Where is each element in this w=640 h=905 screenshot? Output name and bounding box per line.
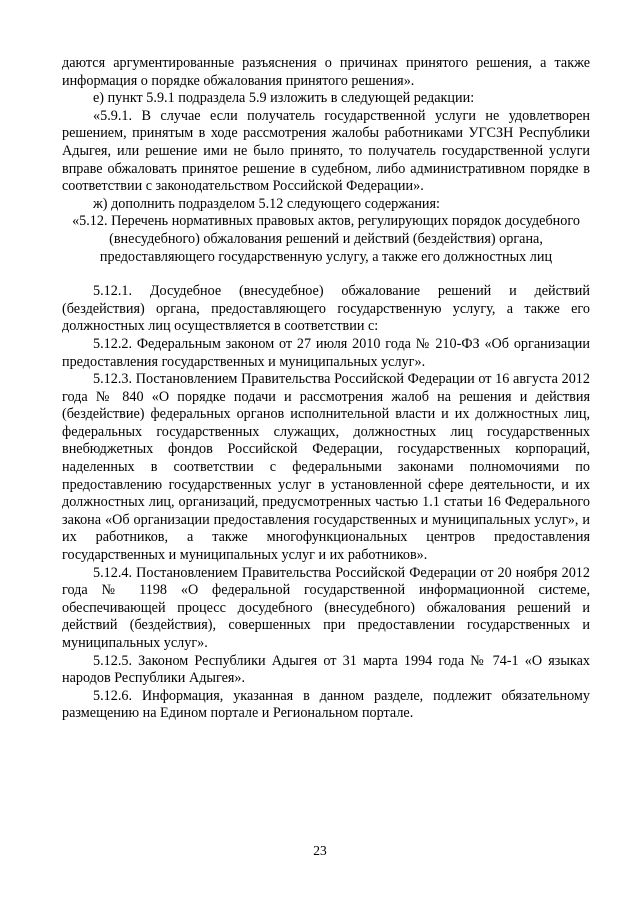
paragraph-5-12-6: 5.12.6. Информация, указанная в данном разделе, подлежит обязательному размещению на Едином портале и Региональном портале. <box>62 687 590 722</box>
page-number: 23 <box>313 843 327 858</box>
blank-line <box>62 266 590 283</box>
paragraph-5-12-2: 5.12.2. Федеральным законом от 27 июля 2010 года № 210-ФЗ «Об организации предоставления государственных и муниципальных услуг». <box>62 335 590 370</box>
paragraph-continuation: даются аргументированные разъяснения о причинах принятого решения, а также информация о порядке обжалования принятого решения». <box>62 55 590 89</box>
section-heading-5-12: «5.12. Перечень нормативных правовых актов, регулирующих порядок досудебного (внесудебного) обжалования решений и действий (бездействия) органа, предоставляющего государственную услугу, а также его должностных лиц <box>72 213 580 265</box>
paragraph-5-12-1: 5.12.1. Досудебное (внесудебное) обжалование решений и действий (бездействия) органа, предоставляющего государственную услугу, а также его должностных лиц осуществляется в соответствии с: <box>62 283 590 335</box>
document-body <box>62 55 590 723</box>
paragraph-item-e: е) пункт 5.9.1 подраздела 5.9 изложить в следующей редакции: <box>93 90 475 107</box>
paragraph-5-12-3: 5.12.3. Постановлением Правительства Российской Федерации от 16 августа 2012 года № 840 «О порядке подачи и рассмотрения жалоб на решения и действия (бездействие) федеральных органов исполнительной власти и их должностных лиц, федеральных государственных служащих, должностных лиц государственных внебюджетных фондов Российской Федерации, государственных корпораций, наделенных в соответствии с федеральными законами полномочиями по предоставлению государственных услуг в установленной сфере деятельности, и их должностных лиц, организаций, предусмотренных частью 1.1 статьи 16 Федерального закона «Об организации предоставления государственных и муниципальных услуг», и их работников, а также многофункциональных центров предоставления государственных и муниципальных услуг и их работников». <box>62 371 590 564</box>
paragraph-item-zh: ж) дополнить подразделом 5.12 следующего содержания: <box>93 195 440 212</box>
paragraph-5-12-4: 5.12.4. Постановлением Правительства Российской Федерации от 20 ноября 2012 года № 1198 «О федеральной государственной информационной системе, обеспечивающей процесс досудебного (внесудебного) обжалования решений и действий (бездействия), совершенных при предоставлении государственных и муниципальных услуг». <box>62 564 590 651</box>
paragraph-5-12-5: 5.12.5. Законом Республики Адыгея от 31 марта 1994 года № 74-1 «О языках народов Республики Адыгея». <box>62 652 590 687</box>
paragraph-5-9-1: «5.9.1. В случае если получатель государственной услуги не удовлетворен решением, принятым в ходе рассмотрения жалобы работниками УГСЗН Республики Адыгея, или решение ими не было принято, то получатель государственной услуги вправе обжаловать принятое решение в судебном, либо административном порядке в соответствии с законодательством Российской Федерации». <box>62 107 590 195</box>
